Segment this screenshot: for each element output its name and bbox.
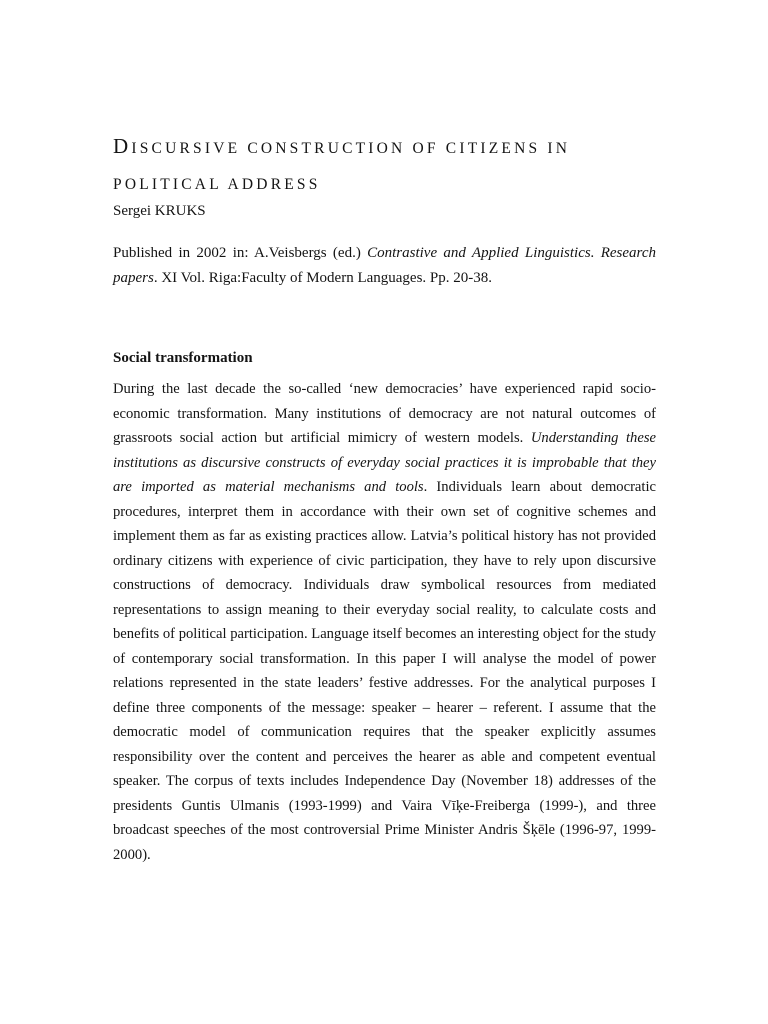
publication-prefix: Published in 2002 in: A.Veisbergs (ed.) <box>113 245 368 261</box>
paper-title <box>113 128 673 203</box>
publication-title: Contrastive and Applied Linguistics. Research papers <box>113 245 656 286</box>
paragraph-text-1: During the last decade the so-called ‘new democracies’ have experienced rapid socio-economic transformation. Many institutions of democracy are not natural outcomes of grassroots social action but artificial mimicry of western models. <box>113 381 656 446</box>
title-line-2: POLITICAL ADDRESS <box>113 176 321 193</box>
paragraph-italic-text: Understanding these institutions as discursive constructs of everyday social practices it is improbable that they are imported as material mechanisms and tools <box>113 430 656 495</box>
author-name: Sergei KRUKS <box>113 203 206 219</box>
title-initial-letter: D <box>113 134 132 158</box>
section-heading: Social transformation <box>113 350 253 366</box>
publication-info <box>113 241 656 291</box>
body-paragraph <box>113 377 656 867</box>
title-line-1: ISCURSIVE CONSTRUCTION OF CITIZENS IN <box>131 140 571 157</box>
publication-suffix: . XI Vol. Riga:Faculty of Modern Languages. Pp. 20-38. <box>153 270 493 286</box>
paragraph-text-2: . Individuals learn about democratic procedures, interpret them in accordance with their own set of cognitive schemes and implement them as far as existing practices allow. Latvia’s political history has not provided ordinary citizens with experience of civic participation, they have to rely upon discursive constructions of democracy. Individuals draw symbolical resources from mediated representations to assign meaning to their everyday social reality, to calculate costs and benefits of political participation. Language itself becomes an interesting object for the study of contemporary social transformation. In this paper I will analyse the model of power relations represented in the state leaders’ festive addresses. For the analytical purposes I define three components of the message: speaker – hearer – referent. I assume that the democratic model of communication requires that the speaker explicitly assumes responsibility over the content and perceives the hearer as able and competent eventual speaker. The corpus of texts includes Independence Day (November 18) addresses of the presidents Guntis Ulmanis (1993-1999) and Vaira Vīķe-Freiberga (1999-), and three broadcast speeches of the most controversial Prime Minister Andris Šķēle (1996-97, 1999-2000). <box>113 479 656 863</box>
